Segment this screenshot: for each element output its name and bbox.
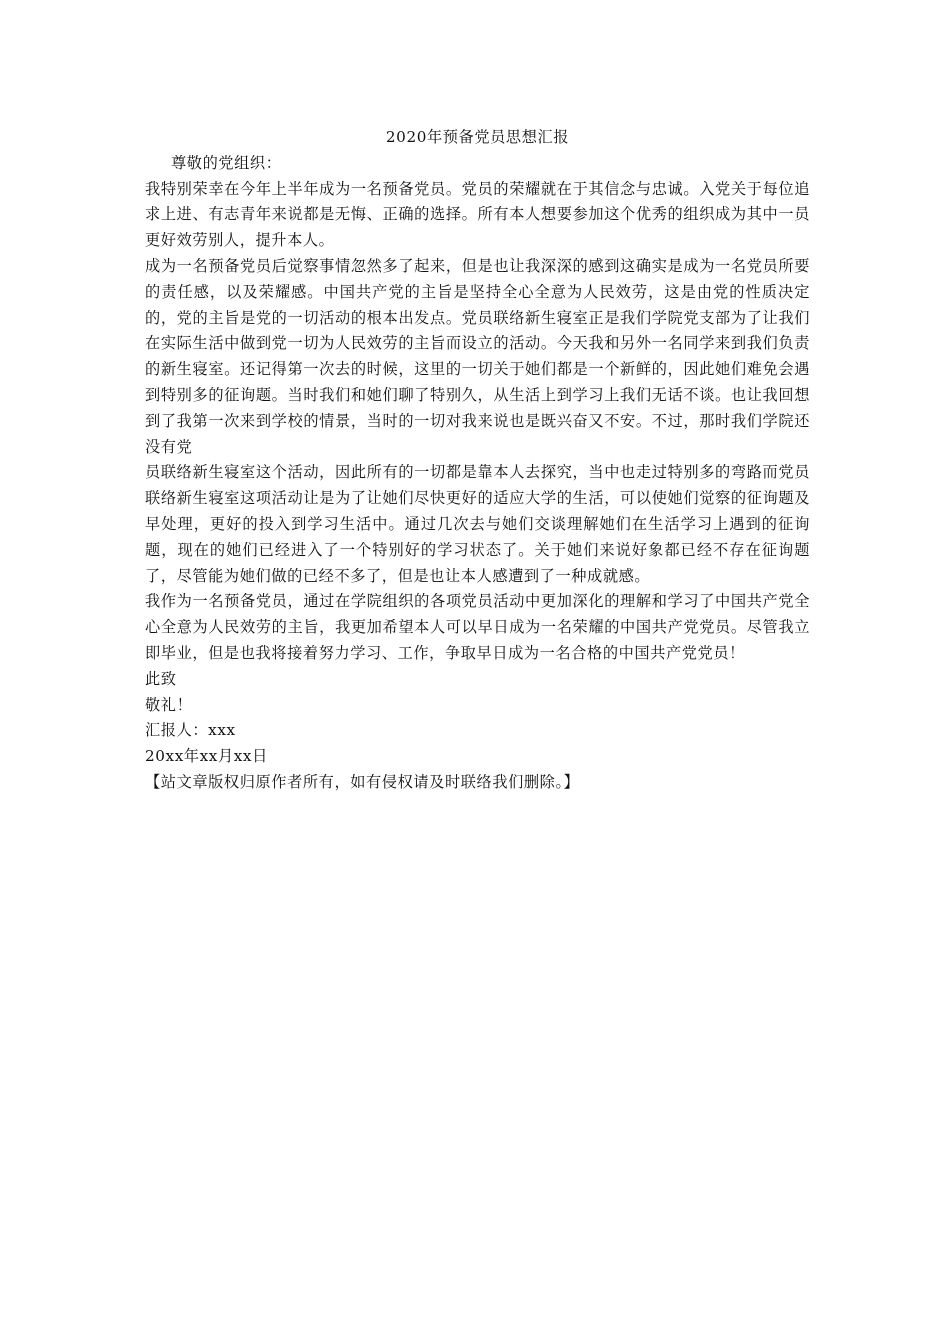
copyright-notice: 【站文章版权归原作者所有，如有侵权请及时联络我们删除。】 bbox=[145, 772, 580, 791]
document-body bbox=[145, 125, 810, 796]
closing-line: 此致 bbox=[145, 669, 177, 688]
salutation: 尊敬的党组织： bbox=[171, 153, 282, 172]
paragraph-3: 员联络新生寝室这个活动，因此所有的一切都是靠本人去探究，当中也走过特别多的弯路而党员联络新生寝室这项活动让是为了让她们尽快更好的适应大学的生活，可以使她们觉察的征询题及早处理，更好的投入到学习生活中。通过几次去与她们交谈理解她们在生活学习上遇到的征询题，现在的她们已经进入了一个特别好的学习状态了。关于她们来说好象都已经不存在征询题了，尽管能为她们做的已经不多了，但是也让本人感遭到了一种成就感。 bbox=[145, 463, 810, 585]
paragraph-2: 成为一名预备党员后觉察事情忽然多了起来，但是也让我深深的感到这确实是成为一名党员所要的责任感，以及荣耀感。中国共产党的主旨是坚持全心全意为人民效劳，这是由党的性质决定的，党的主旨是党的一切活动的根本出发点。党员联络新生寝室正是我们学院党支部为了让我们在实际生活中做到党一切为人民效劳的主旨而设立的活动。今天我和另外一名同学来到我们负责的新生寝室。还记得第一次去的时候，这里的一切关于她们都是一个新鲜的，因此她们难免会遇到特别多的征询题。当时我们和她们聊了特别久，从生活上到学习上我们无话不谈。也让我回想到了我第一次来到学校的情景，当时的一切对我来说也是既兴奋又不安。不过，那时我们学院还没有党 bbox=[145, 256, 810, 456]
document-title: 2020年预备党员思想汇报 bbox=[385, 128, 570, 146]
regards-line: 敬礼！ bbox=[145, 695, 193, 714]
reporter-line: 汇报人：xxx bbox=[145, 721, 236, 740]
paragraph-1: 我特别荣幸在今年上半年成为一名预备党员。党员的荣耀就在于其信念与忠诚。入党关于每位追求上进、有志青年来说都是无悔、正确的选择。所有本人想要参加这个优秀的组织成为其中一员更好效劳别人，提升本人。 bbox=[145, 179, 810, 250]
paragraph-4: 我作为一名预备党员，通过在学院组织的各项党员活动中更加深化的理解和学习了中国共产党全心全意为人民效劳的主旨，我更加希望本人可以早日成为一名荣耀的中国共产党党员。尽管我立即毕业，但是也我将接着努力学习、工作，争取早日成为一名合格的中国共产党党员！ bbox=[145, 592, 810, 662]
date-line: 20xx年xx月xx日 bbox=[145, 747, 268, 766]
